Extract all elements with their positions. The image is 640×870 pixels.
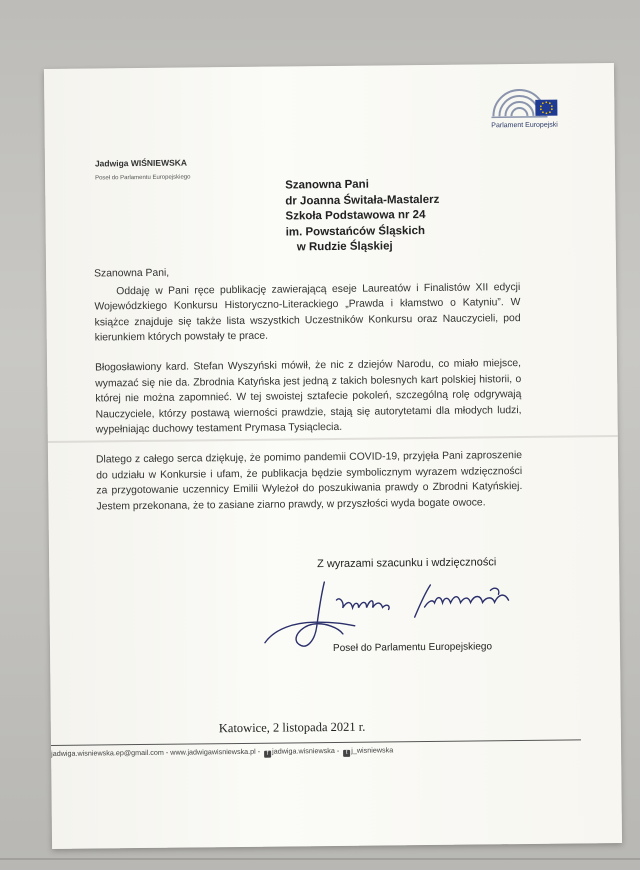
contact-footer <box>51 745 393 760</box>
body-paragraph: Oddaję w Pani ręce publikację zawierającą eseje Laureatów i Finalistów XII edycji Wojewódzkiego Konkursu Historyczno-Literackiego „Prawda i kłamstwo o Katyniu”. W książce znajduje się także lista wszystkich Uczestników Konkursu oraz Nauczycieli, pod kierunkiem których powstały te prace. <box>94 281 521 344</box>
footer-facebook: jadwiga.wisniewska <box>272 745 335 756</box>
footer-separator: - <box>334 745 342 755</box>
signatory-title: Poseł do Parlamentu Europejskiego <box>332 641 493 655</box>
letter-paper <box>44 63 622 849</box>
footer-email: jadwiga.wisniewska.ep@gmail.com <box>51 747 164 758</box>
greeting: Szanowna Pani, <box>94 267 170 280</box>
logo-label: Parlament Europejski <box>491 121 558 130</box>
footer-twitter: j_wisniewska <box>351 745 394 755</box>
sender-title: Poseł do Parlamentu Europejskiego <box>95 174 191 182</box>
parliament-logo <box>482 86 566 130</box>
closing-salutation: Z wyrazami szacunku i wdzięczności <box>317 556 497 571</box>
recipient-line: Szkoła Podstawowa nr 24 <box>285 209 426 223</box>
body-paragraph: Dlatego z całego serca dziękuję, że pomimo pandemii COVID-19, przyjęła Pani zaproszenie do udziału w Konkursie i ufam, że publikacja będzie symbolicznym wyrazem wdzięczności za przygotowanie uczennicy Emilii Wyleżoł do poszukiwania prawdy o Zbrodni Katyńskiej. Jestem przekonana, że to zasiane ziarno prawdy, w przyszłości wyda bogate owoce. <box>95 449 523 513</box>
recipient-address <box>285 177 440 256</box>
recipient-line: w Rudzie Śląskiej <box>296 240 393 254</box>
sender-name: Jadwiga WIŚNIEWSKA <box>94 157 188 169</box>
sender-block <box>95 157 191 181</box>
parliament-hemicycle-icon <box>489 86 559 121</box>
footer-separator: - <box>255 746 263 756</box>
body-paragraph: Błogosławiony kard. Stefan Wyszyński mówił, że nic z dziejów Narodu, co miało miejsce, wymazać się nie da. Zbrodnia Katyńska jest jedną z takich bolesnych kart polskiej historii, o której nie można zapomnieć. W tej swoistej sztafecie pokoleń, szczególną rolę odgrywają Nauczyciele, którzy postawą wierności prawdzie, stają się autorytetami dla młodych ludzi, wypełniając duchowy testament Prymasa Tysiąclecia. <box>95 357 522 436</box>
twitter-icon: t <box>343 750 350 757</box>
table-seam <box>0 858 640 860</box>
footer-rule <box>51 739 581 746</box>
facebook-icon: f <box>264 751 271 758</box>
place-date: Katowice, 2 listopada 2021 r. <box>218 719 366 736</box>
recipient-line: dr Joanna Świtała-Mastalerz <box>285 193 440 207</box>
letter-body <box>94 262 523 529</box>
footer-separator: - <box>163 747 171 757</box>
footer-website: www.jadwigawisniewska.pl <box>170 746 256 757</box>
recipient-line: im. Powstańców Śląskich <box>285 224 426 238</box>
recipient-line: Szanowna Pani <box>285 178 369 192</box>
